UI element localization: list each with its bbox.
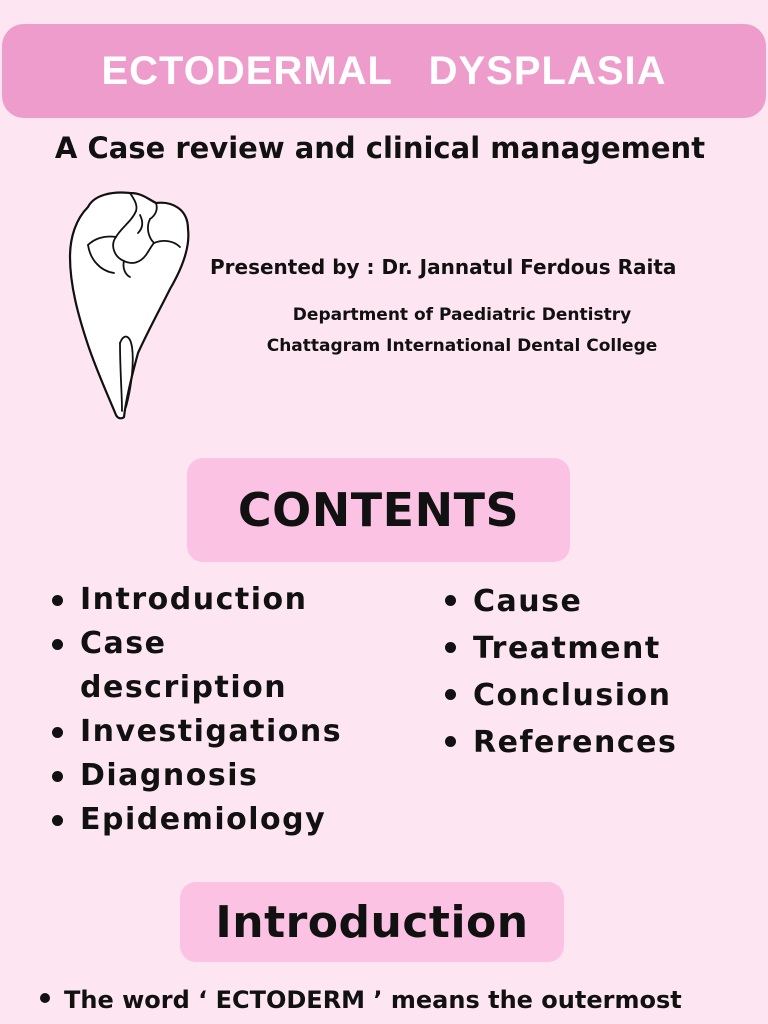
presenter-line: Presented by : Dr. Jannatul Ferdous Raita [210, 255, 677, 279]
list-item: References [443, 719, 763, 766]
department-name: Department of Paediatric Dentistry [292, 305, 632, 325]
list-item: Case description [50, 622, 380, 710]
page-title: ECTODERMAL DYSPLASIA [101, 48, 667, 93]
contents-list-left [50, 578, 380, 842]
molar-tooth-icon [60, 185, 200, 425]
contents-list-right [443, 578, 763, 766]
introduction-bullet [40, 982, 682, 1018]
contents-heading-box [187, 458, 570, 562]
list-item: Cause [443, 578, 763, 625]
list-item: Epidemiology [50, 798, 380, 842]
list-item: Conclusion [443, 672, 763, 719]
contents-heading: CONTENTS [237, 483, 520, 537]
affiliation [232, 300, 692, 362]
list-item: Treatment [443, 625, 763, 672]
introduction-heading-box [180, 882, 564, 962]
college-name: Chattagram International Dental College [266, 336, 658, 356]
subtitle: A Case review and clinical management [54, 131, 706, 165]
introduction-text: The word ‘ ECTODERM ’ means the outermost [64, 986, 682, 1014]
bullet-dot-icon [40, 993, 50, 1003]
list-item: Diagnosis [50, 754, 380, 798]
list-item: Investigations [50, 710, 380, 754]
list-item: Introduction [50, 578, 380, 622]
introduction-heading: Introduction [215, 896, 529, 948]
title-banner [2, 24, 766, 118]
